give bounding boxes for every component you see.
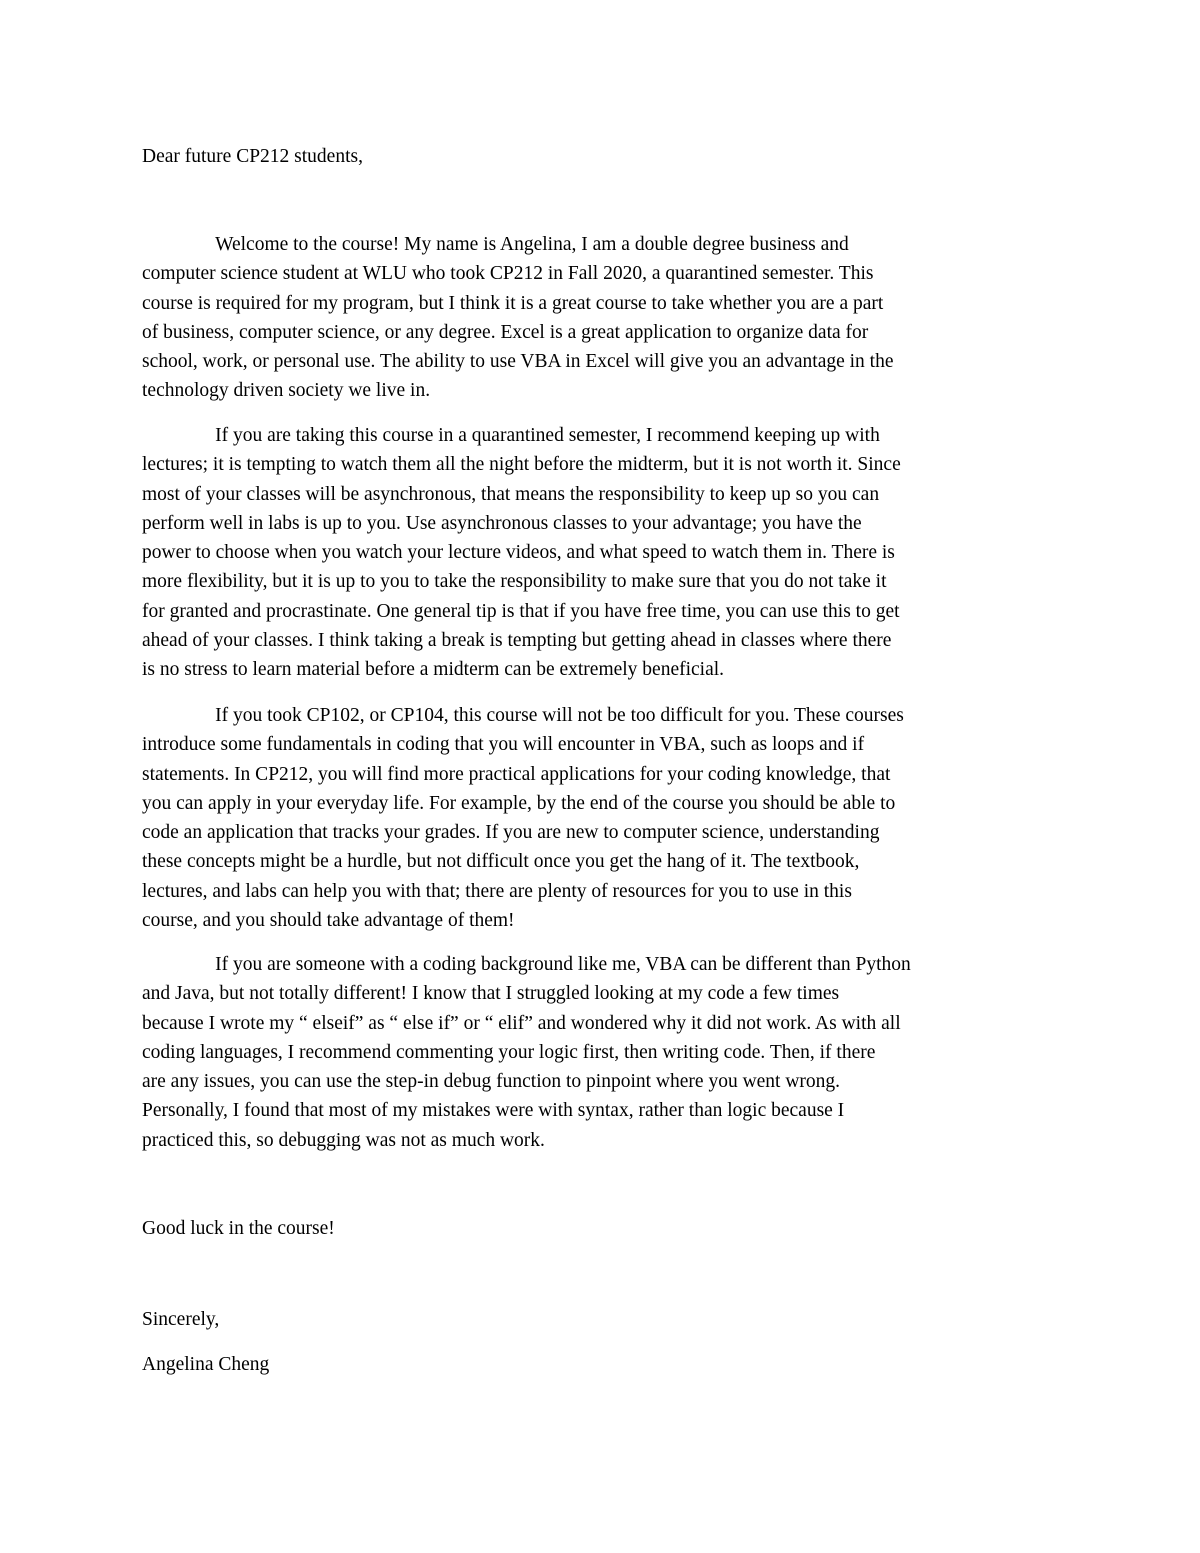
letter-paragraph-intro: Welcome to the course! My name is Angelina, I am a double degree business and computer science student at WLU who took CP212 in Fall 2020, a quarantined semester. This course is required for my program, but I think it is a great course to take whether you are a part of business, computer science, or any degree. Excel is a great application to organize data for school, work, or personal use. The ability to use VBA in Excel will give you an advantage in the technology driven society we live in. [142,234,894,402]
letter-paragraph-prior-courses: If you took CP102, or CP104, this course will not be too difficult for you. These courses introduce some fundamentals in coding that you will encounter in VBA, such as loops and if statements. In CP212, you will find more practical applications for your coding knowledge, that you can apply in your everyday life. For example, by the end of the course you should be able to code an application that tracks your grades. If you are new to computer science, understanding these concepts might be a hurdle, but not difficult once you get the hang of it. The textbook, lectures, and labs can help you with that; there are plenty of resources for you to use in this course, and you should take advantage of them! [142,705,904,932]
letter-paragraph-coding-background: If you are someone with a coding background like me, VBA can be different than Python and Java, but not totally different! I know that I struggled looking at my code a few times because I wrote my “ elseif” as “ else if” or “ elif” and wondered why it did not work. As with all coding languages, I recommend commenting your logic first, then writing code. Then, if there are any issues, you can use the step-in debug function to pinpoint where you went wrong. Personally, I found that most of my mistakes were with syntax, rather than logic because I practiced this, so debugging was not as much work. [142,954,911,1151]
letter-greeting: Dear future CP212 students, [142,146,363,167]
letter-signature: Angelina Cheng [142,1354,270,1375]
letter-closing-line: Good luck in the course! [142,1218,335,1239]
letter-paragraph-quarantine-advice: If you are taking this course in a quarantined semester, I recommend keeping up with lectures; it is tempting to watch them all the night before the midterm, but it is not worth it. Since most of your classes will be asynchronous, that means the responsibility to keep up so you can perform well in labs is up to you. Use asynchronous classes to your advantage; you have the power to choose when you watch your lecture videos, and what speed to watch them in. There is more flexibility, but it is up to you to take the responsibility to make sure that you do not take it for granted and procrastinate. One general tip is that if you have free time, you can use this to get ahead of your classes. I think taking a break is tempting but getting ahead in classes where there is no stress to learn material before a midterm can be extremely beneficial. [142,425,901,681]
letter-signoff: Sincerely, [142,1309,220,1330]
